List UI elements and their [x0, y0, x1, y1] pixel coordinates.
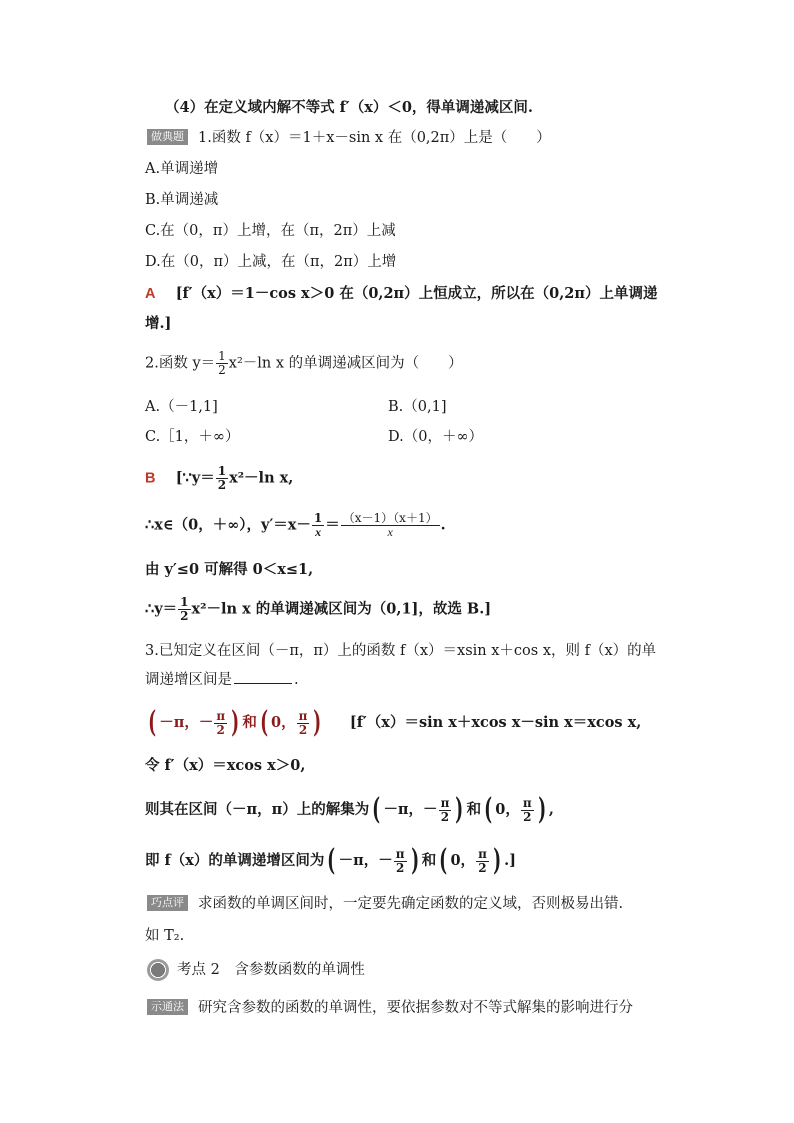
zero: 0，: [495, 801, 520, 818]
frac-num: （x－1）（x＋1）: [342, 511, 438, 525]
half-fraction: [216, 465, 228, 492]
q2-option-b: B.（0,1]: [388, 399, 447, 415]
q2-solution-4: [145, 596, 491, 623]
frac-num: π: [216, 708, 226, 723]
frac-num: 1: [217, 464, 227, 478]
zero: 0，: [271, 714, 296, 731]
paren-open: (: [260, 705, 268, 740]
neg-pi: －π，－: [383, 801, 438, 818]
paren-close: ): [537, 792, 546, 827]
method-line: [147, 997, 633, 1019]
and-word: 和: [466, 801, 482, 818]
paren-close: ): [493, 843, 501, 878]
frac-den: 2: [216, 722, 225, 737]
q3-stem-2: [145, 669, 299, 691]
q2-sol1-post: x²－ln x,: [229, 469, 294, 487]
frac-num: π: [522, 795, 532, 810]
q3-answer: [145, 705, 325, 740]
q3-answer-line: [145, 705, 642, 740]
q2-solution-3: 由 y′≤0 可解得 0＜x≤1,: [145, 561, 314, 578]
zero: 0，: [450, 852, 476, 869]
paren-close: ): [313, 705, 322, 740]
review-line-2: 如 T₂.: [145, 928, 185, 944]
method-tag: 示通法: [147, 999, 188, 1015]
q1-explanation: [145, 283, 658, 305]
pi-over-2: [439, 797, 452, 824]
neg-pi: －π，－: [338, 852, 393, 869]
frac-den: 2: [218, 363, 226, 377]
section-2-title: 考点 2 含参数函数的单调性: [177, 962, 365, 978]
frac-den: 2: [180, 609, 189, 623]
pi-over-2: [476, 848, 489, 875]
q2-option-c: C.［1，＋∞）: [145, 429, 240, 445]
pi-over-2: [394, 848, 407, 875]
half-fraction: [216, 350, 228, 377]
frac-den: 2: [478, 860, 487, 875]
q3-sol4-pre: 即 f（x）的单调递增区间为: [145, 852, 325, 869]
q3-solution-4: [145, 843, 516, 878]
q3-sol1: [f′（x）＝sin x＋xcos x－sin x＝xcos x,: [349, 714, 642, 731]
q1-stem-text: 1.函数 f（x）＝1＋x－sin x 在（0,2π）上是（ ）: [198, 130, 551, 146]
paren-open: (: [484, 792, 493, 827]
frac-num: 1: [313, 511, 323, 525]
q3-stem2-post: .: [294, 672, 299, 688]
review-tag: 巧点评: [147, 895, 188, 911]
pi-over-2: [521, 797, 534, 824]
paren-close: ): [410, 843, 419, 878]
q1-explain-text: [f′（x）＝1－cos x＞0 在（0,2π）上恒成立，所以在（0,2π）上单调递: [175, 285, 658, 302]
q3-solution-2: 令 f′（x）＝xcos x＞0,: [145, 757, 306, 774]
review-text: 求函数的单调区间时，一定要先确定函数的定义域，否则极易出错.: [198, 896, 624, 912]
q2-stem: [145, 350, 463, 377]
q3-stem-1: 3.已知定义在区间（－π，π）上的函数 f（x）＝xsin x＋cos x，则 f（x）的单: [145, 643, 657, 659]
q2-stem-pre: 2.函数 y＝: [145, 355, 216, 372]
period: .: [440, 516, 446, 534]
q2-sol1-pre: [∵y＝: [175, 469, 215, 487]
paren-open: (: [148, 705, 157, 740]
and-word: 和: [242, 714, 257, 731]
frac-num: π: [298, 708, 308, 723]
paren-close: ): [455, 792, 464, 827]
q2-sol4-pre: ∴y＝: [145, 600, 178, 618]
q3-solution-3: [145, 792, 554, 827]
q1-explanation-cont: 增.]: [145, 315, 172, 332]
frac-num: π: [478, 846, 487, 861]
q3-stem2-pre: 调递增区间是: [145, 672, 232, 688]
frac-num: π: [395, 846, 405, 861]
and-word: 和: [421, 852, 437, 869]
q1-option-b: B.单调递减: [145, 192, 219, 208]
q1-option-c: C.在（0，π）上增，在（π，2π）上减: [145, 223, 396, 239]
review-line-1: [147, 893, 623, 915]
frac-num: 1: [218, 349, 226, 363]
q2-sol2-pre: ∴x∈（0，＋∞），y′＝x－: [145, 516, 311, 534]
answer-blank: [234, 669, 292, 684]
q1-stem: [147, 127, 551, 149]
paren-open: (: [327, 843, 336, 878]
method-text: 研究含参数的函数的单调性，要依据参数对不等式解集的影响进行分: [198, 1000, 633, 1016]
paren-close: ): [231, 705, 240, 740]
frac-den: x: [387, 525, 393, 539]
frac-den: 2: [440, 809, 450, 824]
pi-over-2: [297, 710, 310, 737]
paren-open: (: [439, 843, 448, 878]
intro-line: （4）在定义域内解不等式 f′（x）＜0，得单调递减区间.: [165, 99, 533, 116]
frac-den: 2: [217, 478, 227, 492]
frac-den: x: [315, 525, 322, 539]
q2-option-d: D.（0，＋∞）: [388, 429, 484, 445]
frac-num: π: [440, 795, 450, 810]
pi-over-2: [214, 710, 227, 737]
q1-option-a: A.单调递增: [145, 161, 219, 177]
example-tag: 做典题: [147, 129, 188, 145]
q2-solution-2: [145, 512, 446, 539]
comma: ,: [548, 801, 554, 818]
equals: ＝: [325, 516, 340, 534]
frac-den: 2: [523, 809, 532, 824]
frac-den: 2: [298, 722, 308, 737]
q2-solution-1: [145, 465, 293, 492]
one-over-x: [312, 512, 324, 539]
q2-answer: B: [145, 470, 156, 487]
half-fraction: [178, 596, 190, 623]
frac-num: 1: [180, 595, 189, 609]
paren-open: (: [372, 792, 381, 827]
q3-sol3-pre: 则其在区间（－π，π）上的解集为: [145, 801, 370, 818]
neg-pi: －π，－: [159, 714, 214, 731]
frac-den: 2: [395, 860, 405, 875]
q3-sol4-post: .]: [504, 852, 516, 869]
section-bullet-icon: [147, 959, 169, 981]
q2-option-a: A.（－1,1]: [145, 399, 218, 415]
derivative-fraction: [341, 512, 440, 539]
q2-stem-post: x²－ln x 的单调递减区间为（ ）: [228, 355, 463, 372]
q2-sol4-post: x²－ln x 的单调递减区间为（0,1]，故选 B.]: [191, 600, 492, 618]
q1-option-d: D.在（0，π）上减，在（π，2π）上增: [145, 254, 397, 270]
q1-answer: A: [145, 286, 156, 302]
